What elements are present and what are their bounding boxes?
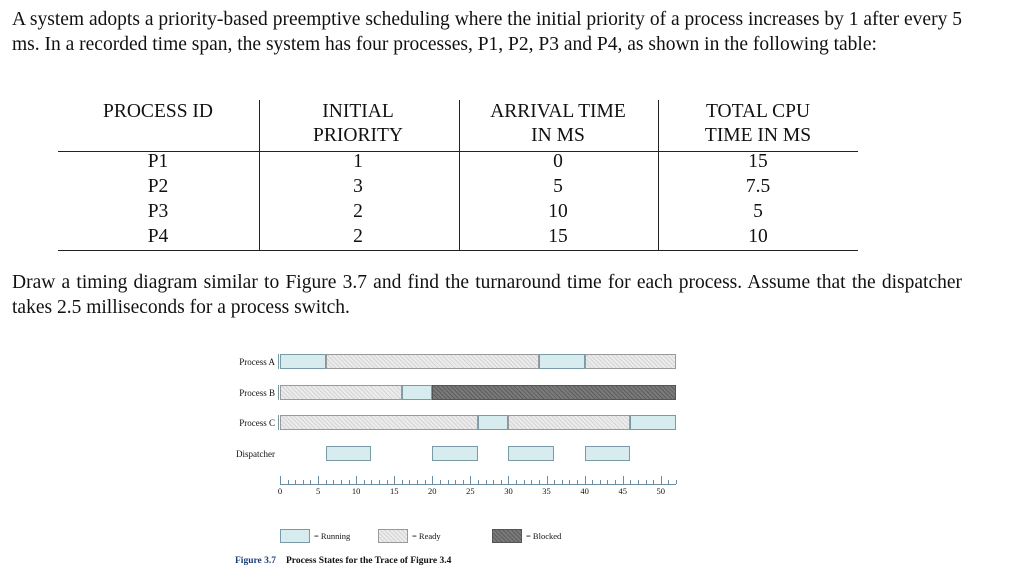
figure-axis-tick <box>478 480 479 484</box>
figure-axis-tick <box>295 480 296 484</box>
process-state-figure <box>230 340 690 580</box>
figure-axis-tick <box>280 476 281 484</box>
figure-axis-tick <box>356 476 357 484</box>
figure-axis-tick <box>493 480 494 484</box>
table-rule <box>58 250 858 251</box>
problem-intro: A system adopts a priority-based preemptive scheduling where the initial priority of a process increases by 1 after every 5 ms. In a recorded time span, the system has four processes, P1, P2, P3 and P4, as shown in the following table: <box>12 9 962 55</box>
table-header-line: ARRIVAL TIME <box>490 101 626 122</box>
legend-swatch-ready <box>378 529 408 543</box>
figure-axis-label: 15 <box>389 486 399 496</box>
legend-label-blocked: = Blocked <box>526 531 562 541</box>
figure-axis-label: 45 <box>618 486 627 496</box>
table-cell: 1 <box>353 151 363 172</box>
table-header-line: PROCESS ID <box>103 101 213 122</box>
table-header-line: IN MS <box>531 125 585 146</box>
figure-axis-tick <box>448 480 449 484</box>
figure-axis-label: 30 <box>504 486 513 496</box>
figure-caption-number: Figure 3.7 <box>235 556 276 566</box>
figure-axis-tick <box>364 480 365 484</box>
figure-axis-tick <box>349 480 350 484</box>
figure-row-marker <box>278 415 279 430</box>
figure-axis-tick <box>524 480 525 484</box>
process-table <box>58 100 858 252</box>
table-header-line: TOTAL CPU <box>705 101 811 122</box>
table-cell: 10 <box>548 201 568 222</box>
figure-axis-tick <box>516 480 517 484</box>
figure-axis-tick <box>585 476 586 484</box>
figure-axis-tick <box>463 480 464 484</box>
figure-axis-tick <box>600 480 601 484</box>
figure-axis-tick <box>326 480 327 484</box>
figure-axis-line <box>280 484 676 485</box>
figure-axis-tick <box>501 480 502 484</box>
figure-axis-tick <box>539 480 540 484</box>
figure-axis-tick <box>470 476 471 484</box>
figure-axis-tick <box>425 480 426 484</box>
figure-row-marker <box>278 354 279 369</box>
table-cell: P2 <box>147 176 169 197</box>
figure-axis-tick <box>668 480 669 484</box>
figure-axis-tick <box>455 480 456 484</box>
table-cell: 15 <box>748 151 768 172</box>
table-header-2 <box>458 100 658 148</box>
figure-segment-running <box>539 354 585 369</box>
legend-swatch-running <box>280 529 310 543</box>
figure-caption <box>235 556 451 566</box>
figure-caption-title: Process States for the Trace of Figure 3.4 <box>286 556 452 566</box>
figure-segment-running <box>402 385 432 400</box>
figure-segment-ready <box>326 354 539 369</box>
table-header-line: INITIAL <box>322 101 394 122</box>
figure-axis-tick <box>554 480 555 484</box>
table-cell: 3 <box>353 176 363 197</box>
figure-axis-tick <box>432 476 433 484</box>
table-cell: P3 <box>147 201 169 222</box>
figure-axis-tick <box>486 480 487 484</box>
table-cell: 5 <box>753 201 763 222</box>
figure-axis-tick <box>333 480 334 484</box>
table-cell: 7.5 <box>745 176 771 197</box>
legend-swatch-blocked <box>492 529 522 543</box>
figure-axis-tick <box>676 480 677 484</box>
figure-axis-tick <box>508 476 509 484</box>
figure-axis-tick <box>387 480 388 484</box>
table-cell: P4 <box>147 226 169 247</box>
figure-row-label: Dispatcher <box>236 449 275 459</box>
table-cell: 10 <box>748 226 768 247</box>
figure-axis-label: 20 <box>428 486 437 496</box>
figure-segment-running <box>326 446 372 461</box>
figure-axis-tick <box>409 480 410 484</box>
table-cell: 5 <box>553 176 563 197</box>
table-header-line: TIME IN MS <box>704 125 812 146</box>
figure-axis-tick <box>562 480 563 484</box>
table-header-0 <box>58 100 258 124</box>
figure-axis-label: 50 <box>656 486 666 496</box>
figure-segment-ready <box>585 354 676 369</box>
figure-axis-label: 5 <box>315 486 321 496</box>
legend-label-ready: = Ready <box>412 531 441 541</box>
figure-axis-tick <box>310 480 311 484</box>
table-cell: 15 <box>548 226 568 247</box>
figure-axis-tick <box>547 476 548 484</box>
figure-axis-tick <box>638 480 639 484</box>
figure-axis-tick <box>394 476 395 484</box>
figure-axis-tick <box>402 480 403 484</box>
figure-axis-tick <box>303 480 304 484</box>
figure-axis-label: 10 <box>351 486 361 496</box>
problem-instruction: Draw a timing diagram similar to Figure 3.7 and find the turnaround time for each process. Assume that the dispatcher takes 2.5 milliseconds for a process switch. <box>12 272 962 318</box>
table-cell: P1 <box>147 151 169 172</box>
table-header-1 <box>258 100 458 148</box>
figure-axis-tick <box>630 480 631 484</box>
figure-axis-tick <box>341 480 342 484</box>
figure-segment-running <box>432 446 478 461</box>
figure-axis-tick <box>288 480 289 484</box>
figure-axis-tick <box>379 480 380 484</box>
figure-segment-running <box>585 446 631 461</box>
figure-segment-running <box>478 415 508 430</box>
figure-axis-tick <box>318 476 319 484</box>
figure-segment-running <box>508 446 554 461</box>
figure-axis-tick <box>417 480 418 484</box>
figure-segment-blocked <box>432 385 676 400</box>
table-header-line: PRIORITY <box>313 125 403 146</box>
table-cell: 2 <box>353 226 363 247</box>
figure-axis-tick <box>646 480 647 484</box>
figure-axis-tick <box>615 480 616 484</box>
figure-row-marker <box>278 385 279 400</box>
figure-row-label: Process A <box>239 357 275 367</box>
figure-axis-tick <box>577 480 578 484</box>
figure-axis-tick <box>607 480 608 484</box>
table-cell: 2 <box>353 201 363 222</box>
figure-row-label: Process B <box>239 388 275 398</box>
figure-axis-tick <box>653 480 654 484</box>
figure-axis-label: 0 <box>277 486 283 496</box>
figure-axis-tick <box>623 476 624 484</box>
figure-row-label: Process C <box>239 418 275 428</box>
figure-axis-tick <box>569 480 570 484</box>
figure-axis-tick <box>661 476 662 484</box>
figure-axis-tick <box>371 480 372 484</box>
figure-segment-ready <box>508 415 630 430</box>
table-cell: 0 <box>553 151 563 172</box>
figure-segment-running <box>280 354 326 369</box>
figure-axis-label: 40 <box>580 486 589 496</box>
figure-axis-tick <box>592 480 593 484</box>
figure-segment-ready <box>280 415 478 430</box>
figure-axis-label: 35 <box>542 486 551 496</box>
table-header-3 <box>658 100 858 148</box>
figure-axis-tick <box>440 480 441 484</box>
figure-segment-ready <box>280 385 402 400</box>
legend-label-running: = Running <box>314 531 351 541</box>
figure-segment-running <box>630 415 676 430</box>
figure-axis-label: 25 <box>466 486 475 496</box>
figure-axis-tick <box>531 480 532 484</box>
